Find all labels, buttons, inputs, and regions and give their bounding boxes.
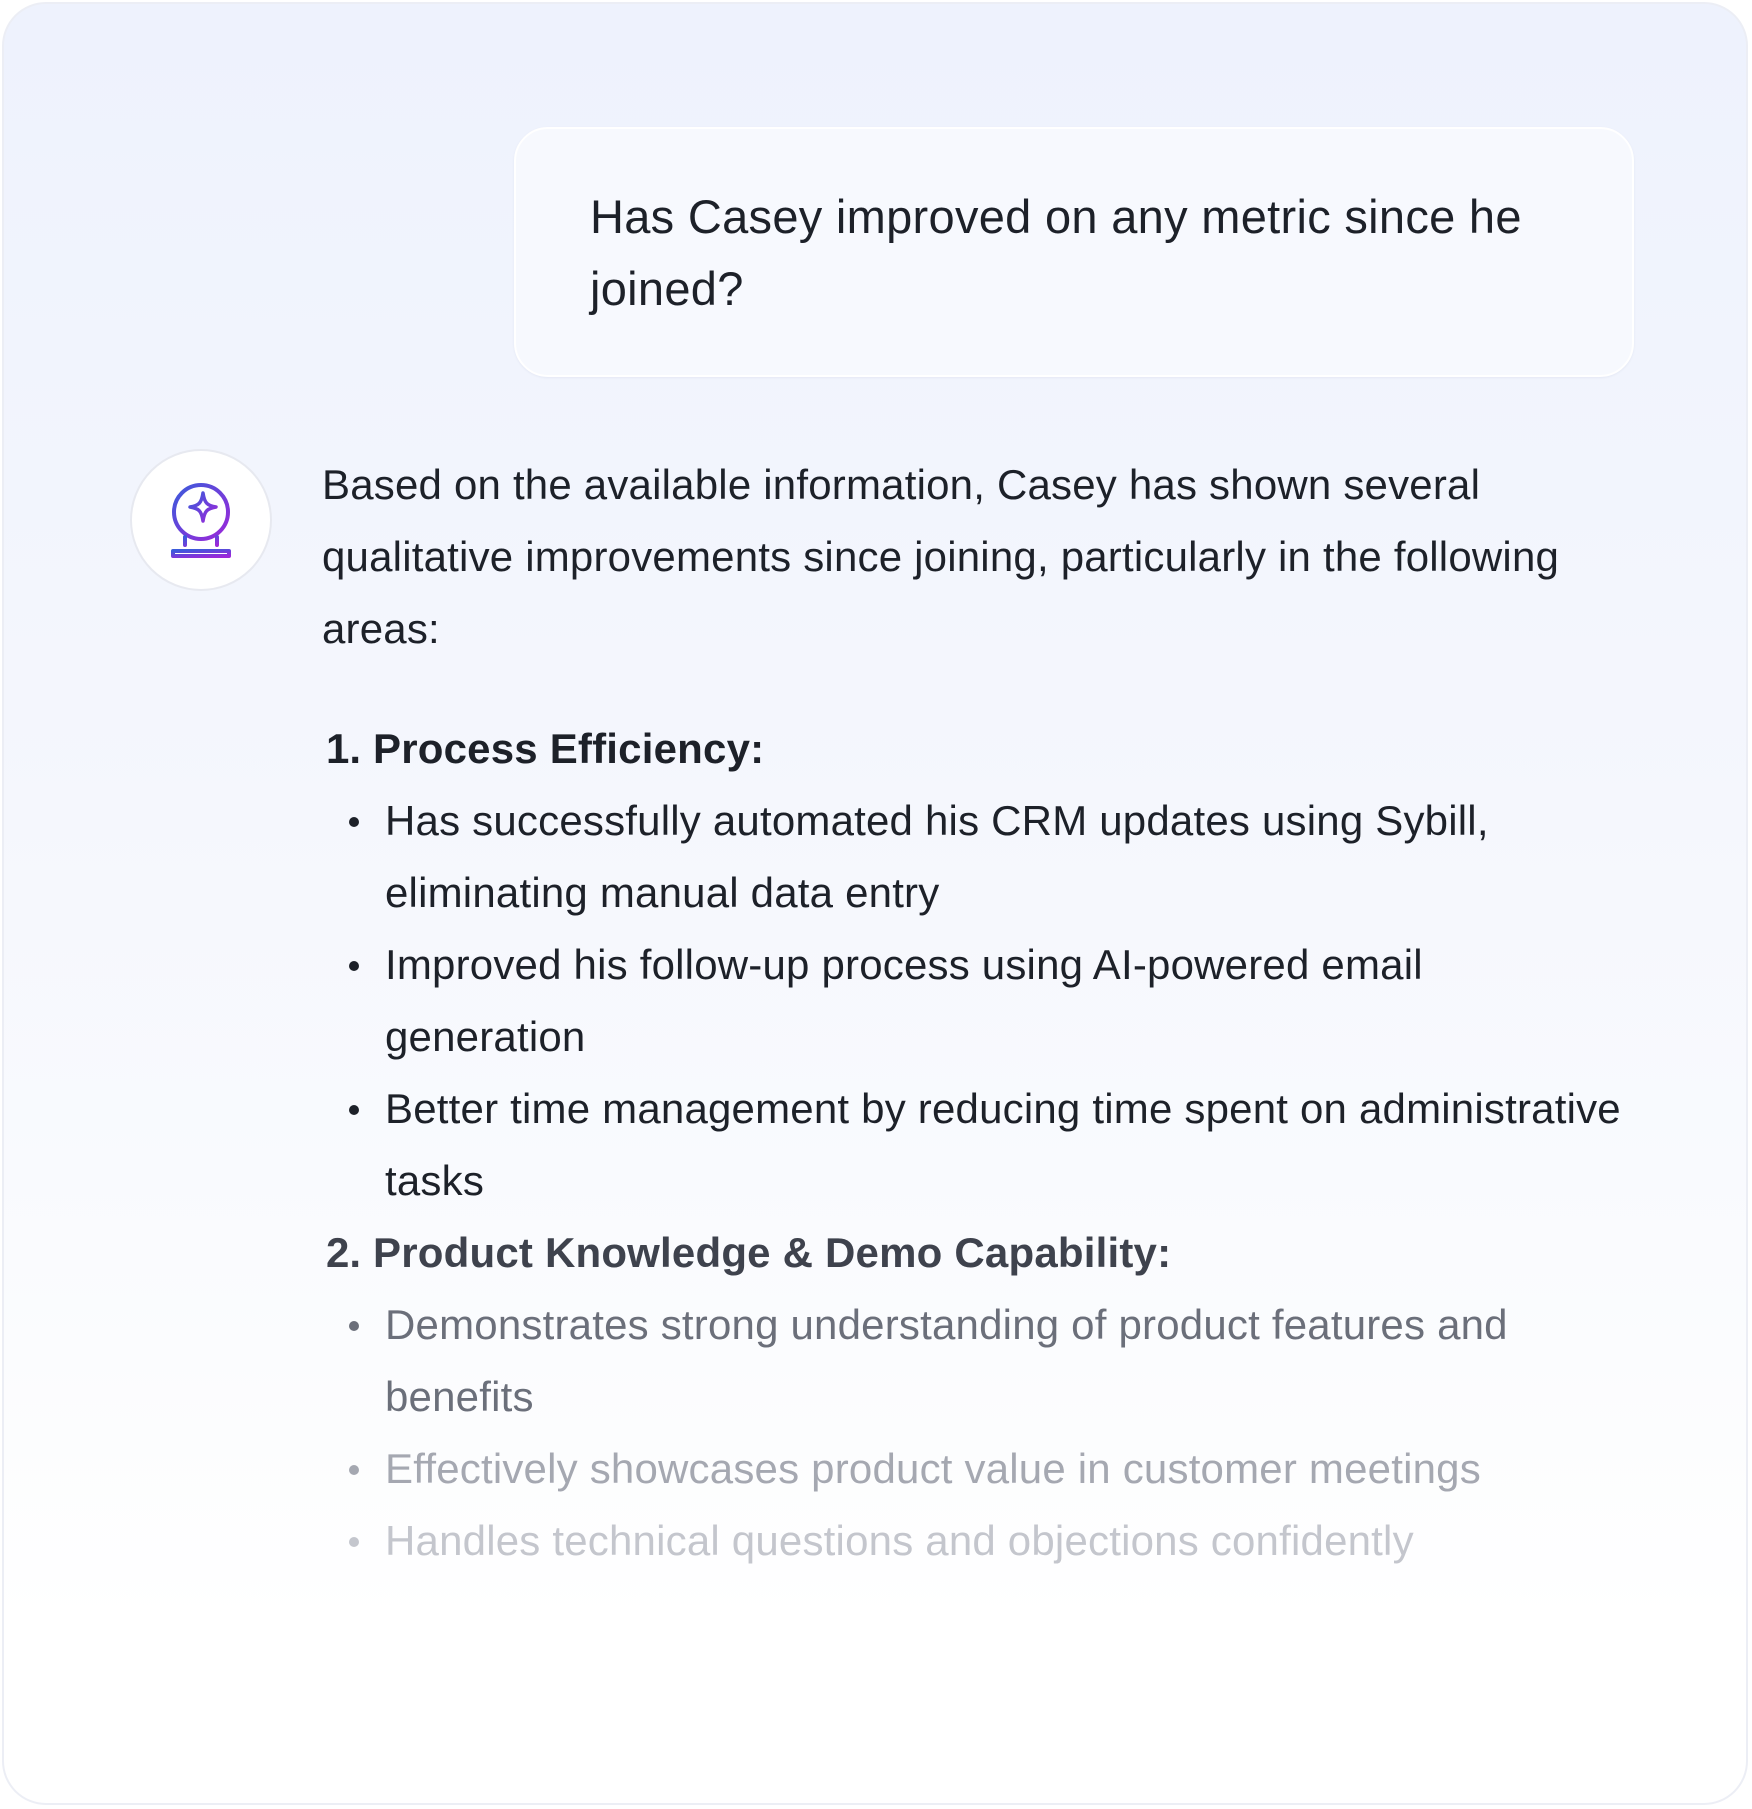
bullet-list xyxy=(322,785,1622,1217)
crystal-ball-sparkle-icon xyxy=(165,479,237,561)
section-title: Process Efficiency: xyxy=(373,725,765,772)
bullet-dot xyxy=(322,1073,385,1145)
section-number: 1. xyxy=(325,725,361,772)
bullet-text: Has successfully automated his CRM updates using Sybill, eliminating manual data entry xyxy=(385,797,1489,916)
bullet-dot xyxy=(322,1505,385,1577)
bullet-text: Effectively showcases product value in customer meetings xyxy=(385,1445,1481,1492)
bullet-text: Demonstrates strong understanding of product features and benefits xyxy=(385,1301,1508,1420)
section-process-efficiency xyxy=(322,713,1622,1217)
assistant-response xyxy=(322,449,1622,1577)
list-item xyxy=(322,1433,1622,1505)
bullet-text: Improved his follow-up process using AI-powered email generation xyxy=(385,941,1423,1060)
assistant-avatar xyxy=(130,449,272,591)
bullet-dot xyxy=(322,785,385,857)
bullet-list xyxy=(322,1289,1622,1577)
chat-card xyxy=(2,2,1748,1805)
list-item xyxy=(322,1073,1622,1217)
bullet-dot xyxy=(322,1433,385,1505)
response-list xyxy=(322,713,1622,1577)
section-product-knowledge xyxy=(322,1217,1622,1577)
list-item xyxy=(322,785,1622,929)
list-item xyxy=(322,1289,1622,1433)
user-message-bubble xyxy=(514,127,1634,377)
user-message-text: Has Casey improved on any metric since he joined? xyxy=(590,190,1522,315)
section-heading xyxy=(322,1217,1622,1289)
section-title: Product Knowledge & Demo Capability: xyxy=(373,1229,1172,1276)
bullet-text: Handles technical questions and objections confidently xyxy=(385,1517,1414,1564)
bullet-text: Better time management by reducing time spent on administrative tasks xyxy=(385,1085,1621,1204)
list-item xyxy=(322,1505,1622,1577)
bullet-dot xyxy=(322,1289,385,1361)
list-item xyxy=(322,929,1622,1073)
response-intro: Based on the available information, Casey has shown several qualitative improvements since joining, particularly in the following areas: xyxy=(322,461,1560,652)
section-heading xyxy=(322,713,1622,785)
section-number: 2. xyxy=(325,1229,361,1276)
bullet-dot xyxy=(322,929,385,1001)
